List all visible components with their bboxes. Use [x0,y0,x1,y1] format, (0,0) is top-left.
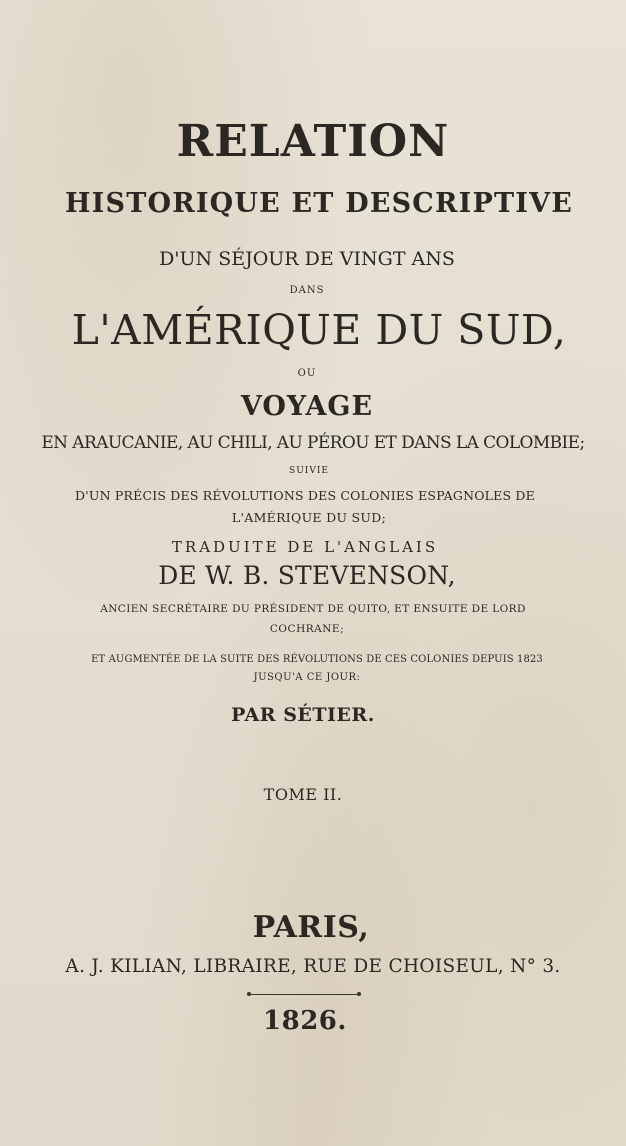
precis-line-2: L'AMÉRIQUE DU SUD; [231,510,387,525]
decorative-rule [249,994,359,995]
translated-from-line: TRADUITE DE L'ANGLAIS [171,538,439,556]
augmented-line-1: ET AUGMENTÉE DE LA SUITE DES RÉVOLUTIONS DE CES COLONIES DEPUIS 1823 [91,654,543,665]
regions-line: EN ARAUCANIE, AU CHILI, AU PÉROU ET DANS LA COLOMBIE; [41,433,585,453]
sejour-line: D'UN SÉJOUR DE VINGT ANS [159,248,455,270]
city-line: PARIS, [252,910,370,945]
voyage-line: VOYAGE [240,391,374,422]
suivie-line: SUIVIE [289,466,329,476]
dans-line: DANS [289,285,325,296]
author-role-line-1: ANCIEN SECRÉTAIRE DU PRÉSIDENT DE QUITO, ET ENSUITE DE LORD [100,603,526,615]
translator-line: PAR SÉTIER. [231,704,375,726]
book-title: RELATION [176,116,450,167]
publisher-line: A. J. KILIAN, LIBRAIRE, RUE DE CHOISEUL, N° 3. [65,956,561,977]
ou-line: OU [297,368,317,379]
book-subtitle: HISTORIQUE ET DESCRIPTIVE [64,188,574,219]
place-line: L'AMÉRIQUE DU SUD, [71,306,567,354]
year-line: 1826. [263,1006,347,1036]
augmented-line-2: JUSQU'A CE JOUR: [253,672,361,683]
author-line: DE W. B. STEVENSON, [158,561,456,590]
volume-line: TOME II. [263,785,343,804]
precis-line-1: D'UN PRÉCIS DES RÉVOLUTIONS DES COLONIES ESPAGNOLES DE [75,488,535,503]
author-role-line-2: COCHRANE; [269,623,345,635]
